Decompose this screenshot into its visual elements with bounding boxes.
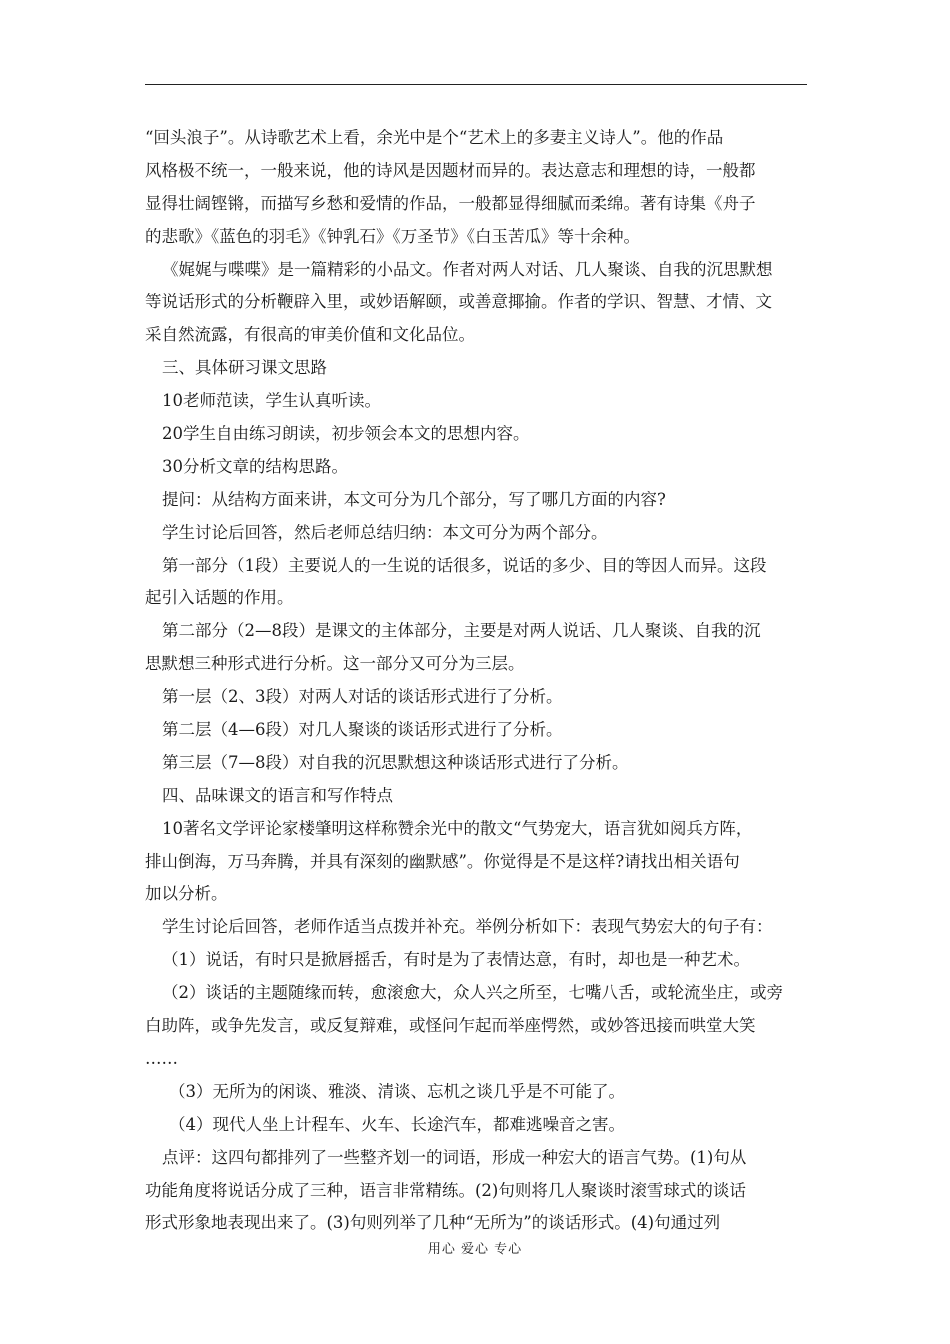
page-footer: 用心 爱心 专心 (427, 1242, 523, 1257)
text-line: “回头浪子”。从诗歌艺术上看，余光中是个“艺术上的多妻主义诗人”。他的作品 (145, 128, 724, 147)
text-line: 学生讨论后回答，老师作适当点拨并补充。举例分析如下：表现气势宏大的句子有： (162, 917, 773, 937)
text-line: 排山倒海，万马奔腾，并具有深刻的幽默感”。你觉得是不是这样?请找出相关语句 (145, 851, 740, 871)
text-line: 点评：这四句都排列了一些整齐划一的词语，形成一种宏大的语言气势。(1)句从 (162, 1147, 747, 1167)
text-line: 的悲歌》《蓝色的羽毛》《钟乳石》《万圣节》《白玉苦瓜》等十余种。 (145, 226, 640, 246)
header-rule (145, 84, 807, 85)
document-body (145, 122, 807, 1240)
text-line: 第二层（4—6段）对几人聚谈的谈话形式进行了分析。 (162, 720, 563, 740)
text-line: 提问：从结构方面来讲，本文可分为几个部分，写了哪几方面的内容? (162, 489, 666, 509)
text-line: 功能角度将说话分成了三种，语言非常精练。(2)句则将几人聚谈时滚雪球式的谈话 (145, 1180, 746, 1200)
text-line: …… (145, 1048, 178, 1068)
text-line: 10著名文学评论家楼肇明这样称赞余光中的散文“气势宠大，语言犹如阅兵方阵， (162, 818, 753, 838)
text-line: （4）现代人坐上计程车、火车、长途汽车，都难逃噪音之害。 (169, 1114, 625, 1134)
text-line: 第二部分（2—8段）是课文的主体部分，主要是对两人说话、几人聚谈、自我的沉 (162, 621, 761, 641)
text-line: 10老师范读，学生认真听读。 (162, 391, 381, 411)
text-line: （1）说话，有时只是掀唇摇舌，有时是为了表情达意，有时，却也是一种艺术。 (162, 950, 750, 970)
text-line: 等说话形式的分析鞭辟入里，或妙语解颐，或善意揶揄。作者的学识、智慧、才情、文 (145, 292, 772, 312)
text-line: 风格极不统一，一般来说，他的诗风是因题材而异的。表达意志和理想的诗，一般都 (145, 160, 756, 180)
text-line: 30分析文章的结构思路。 (162, 456, 348, 476)
text-line: 采自然流露，有很高的审美价值和文化品位。 (145, 325, 475, 345)
text-line: 第一部分（1段）主要说人的一生说的话很多，说话的多少、目的等因人而异。这段 (162, 555, 767, 575)
text-line: 加以分析。 (145, 884, 228, 904)
text-line: （3）无所为的闲谈、雅淡、清谈、忘机之谈几乎是不可能了。 (169, 1081, 625, 1101)
text-line: 三、具体研习课文思路 (162, 358, 327, 378)
text-line: 起引入话题的作用。 (145, 588, 294, 608)
text-line: 第一层（2、3段）对两人对话的谈话形式进行了分析。 (162, 687, 563, 707)
text-line: 第三层（7—8段）对自我的沉思默想这种谈话形式进行了分析。 (162, 752, 629, 772)
text-line: （2）谈话的主题随缘而转，愈滚愈大，众人兴之所至，七嘴八舌，或轮流坐庄，或旁 (162, 983, 783, 1003)
text-line: 四、品味课文的语言和写作特点 (162, 785, 393, 805)
text-line: 思默想三种形式进行分析。这一部分又可分为三层。 (145, 654, 525, 674)
text-line: 学生讨论后回答，然后老师总结归纳：本文可分为两个部分。 (162, 522, 608, 542)
text-line: 显得壮阔铿锵，而描写乡愁和爱情的作品，一般都显得细腻而柔绵。著有诗集《舟子 (145, 193, 756, 213)
text-line: 20学生自由练习朗读，初步领会本文的思想内容。 (162, 424, 530, 444)
text-line: 白助阵，或争先发言，或反复辩难，或怪问乍起而举座愕然，或妙答迅接而哄堂大笑 (145, 1016, 756, 1036)
text-line: 《娓娓与喋喋》是一篇精彩的小品文。作者对两人对话、几人聚谈、自我的沉思默想 (162, 259, 773, 279)
text-line: 形式形象地表现出来了。(3)句则列举了几种“无所为”的谈话形式。(4)句通过列 (145, 1213, 721, 1233)
